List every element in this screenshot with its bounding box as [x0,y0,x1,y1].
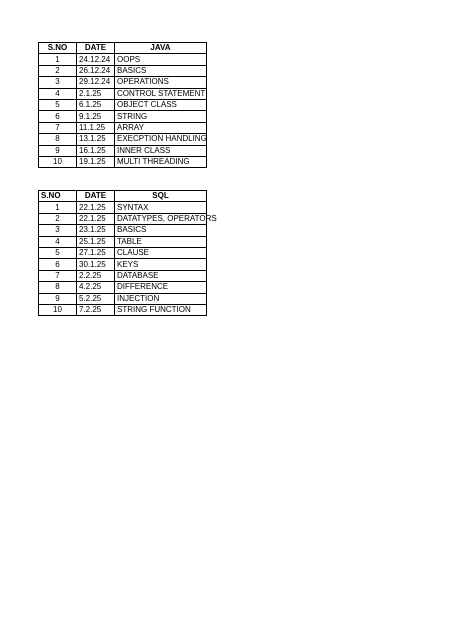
cell-date: 27.1.25 [77,247,115,258]
cell-topic: CONTROL STATEMENT [115,88,207,99]
cell-sno: 5 [39,99,77,110]
cell-sno: 6 [39,111,77,122]
cell-topic: EXECPTION HANDLING [115,134,207,145]
cell-topic: BASICS [115,65,207,76]
cell-topic: INJECTION [115,293,207,304]
cell-date: 30.1.25 [77,259,115,270]
cell-sno: 3 [39,77,77,88]
cell-topic: KEYS [115,259,207,270]
cell-topic: OBJECT CLASS [115,99,207,110]
java-table-body [39,54,207,168]
cell-date: 22.1.25 [77,202,115,213]
header-sno: S.NO [39,191,77,202]
cell-sno: 8 [39,282,77,293]
cell-topic: STRING [115,111,207,122]
cell-date: 4.2.25 [77,282,115,293]
header-subject-sql: SQL [115,191,207,202]
cell-date: 6.1.25 [77,99,115,110]
table-row [39,202,207,213]
table-row [39,293,207,304]
cell-topic: ARRAY [115,122,207,133]
table-row [39,236,207,247]
table-row [39,77,207,88]
cell-date: 5.2.25 [77,293,115,304]
cell-sno: 4 [39,236,77,247]
table-header-row [39,43,207,54]
table-row [39,225,207,236]
cell-date: 24.12.24 [77,54,115,65]
cell-sno: 7 [39,122,77,133]
table-row [39,213,207,224]
table-header-row [39,191,207,202]
cell-date: 11.1.25 [77,122,115,133]
cell-date: 22.1.25 [77,213,115,224]
cell-sno: 2 [39,65,77,76]
table-row [39,259,207,270]
cell-topic: BASICS [115,225,207,236]
cell-date: 9.1.25 [77,111,115,122]
cell-sno: 9 [39,293,77,304]
cell-date: 2.2.25 [77,270,115,281]
table-row [39,65,207,76]
cell-sno: 3 [39,225,77,236]
header-sno: S.NO [39,43,77,54]
cell-sno: 10 [39,156,77,167]
cell-sno: 4 [39,88,77,99]
cell-sno: 9 [39,145,77,156]
cell-topic: DATATYPES, OPERATORS [115,213,207,224]
cell-sno: 10 [39,304,77,315]
cell-topic: OOPS [115,54,207,65]
cell-topic: SYNTAX [115,202,207,213]
cell-topic: DATABASE [115,270,207,281]
table-row [39,122,207,133]
table-row [39,304,207,315]
cell-date: 29.12.24 [77,77,115,88]
cell-sno: 1 [39,54,77,65]
sql-table-body [39,202,217,316]
header-subject-java: JAVA [115,43,207,54]
cell-date: 19.1.25 [77,156,115,167]
table-row [39,145,207,156]
cell-date: 26.12.24 [77,65,115,76]
table-row [39,247,207,258]
cell-date: 2.1.25 [77,88,115,99]
sql-schedule-table [38,190,217,316]
table-row [39,99,207,110]
cell-sno: 8 [39,134,77,145]
cell-sno: 2 [39,213,77,224]
table-row [39,88,207,99]
cell-date: 13.1.25 [77,134,115,145]
cell-sno: 1 [39,202,77,213]
table-row [39,270,207,281]
java-schedule-table [38,42,207,168]
cell-topic: DIFFERENCE [115,282,207,293]
cell-topic: OPERATIONS [115,77,207,88]
cell-sno: 6 [39,259,77,270]
table-row [39,134,207,145]
header-date: DATE [77,43,115,54]
cell-date: 23.1.25 [77,225,115,236]
cell-topic: INNER CLASS [115,145,207,156]
table-row [39,111,207,122]
cell-topic: STRING FUNCTION [115,304,207,315]
cell-date: 25.1.25 [77,236,115,247]
table-row [39,54,207,65]
cell-date: 16.1.25 [77,145,115,156]
cell-sno: 5 [39,247,77,258]
table-row [39,282,207,293]
cell-sno: 7 [39,270,77,281]
cell-topic: MULTI THREADING [115,156,207,167]
cell-topic: TABLE [115,236,207,247]
cell-topic: CLAUSE [115,247,207,258]
table-row [39,156,207,167]
cell-date: 7.2.25 [77,304,115,315]
header-date: DATE [77,191,115,202]
